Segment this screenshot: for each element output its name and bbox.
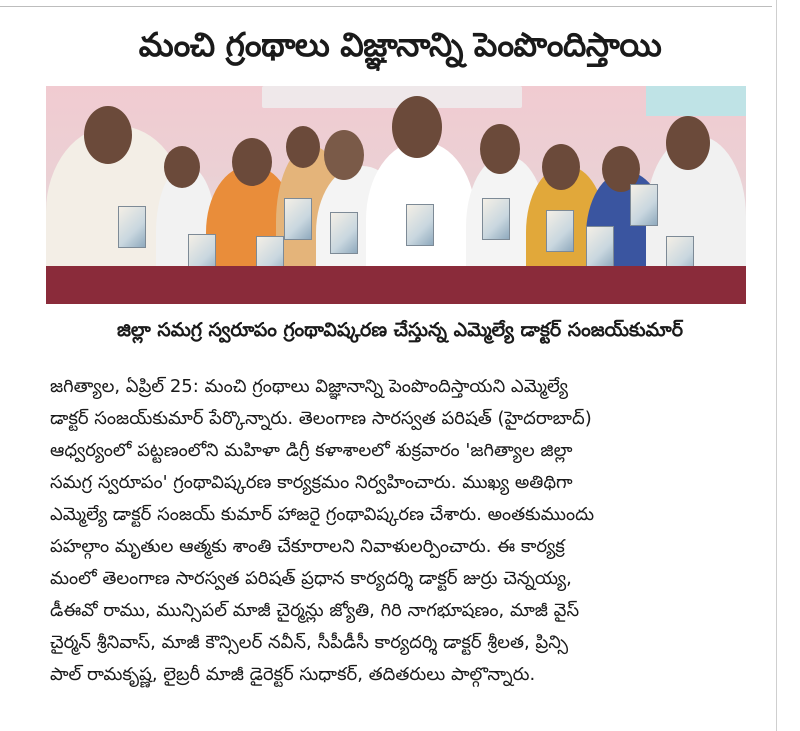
top-rule <box>0 6 772 7</box>
person-head <box>542 144 580 190</box>
article-line: మంలో తెలంగాణ సారస్వత పరిషత్ ప్రధాన కార్యదర్శి డాక్టర్ జుర్రు చెన్నయ్య, <box>50 568 572 589</box>
headline: మంచి గ్రంథాలు విజ్ఞానాన్ని పెంపొందిస్తాయి <box>138 25 662 64</box>
person-head <box>480 124 520 174</box>
event-banner <box>262 86 522 108</box>
article-line: పాల్ రామకృష్ణ, లైబ్రరీ మాజీ డైరెక్టర్ సుధాకర్, తదితరులు పాల్గొన్నారు. <box>50 664 536 685</box>
book <box>546 210 574 252</box>
banner-panel <box>646 86 746 116</box>
person-head <box>392 96 442 158</box>
article-line: డీఈవో రాము, మున్సిపల్ మాజీ చైర్మన్లు జ్యోతి, గిరి నాగభూషణం, మాజీ వైస్ <box>50 600 580 621</box>
article-line: జగిత్యాల, ఏప్రిల్ 25: మంచి గ్రంథాలు విజ్ఞానాన్ని పెంపొందిస్తాయని ఎమ్మెల్యే <box>50 376 569 397</box>
book <box>630 184 658 226</box>
person-head <box>286 126 320 168</box>
person-head <box>232 138 272 186</box>
person-head <box>324 130 364 180</box>
person-head <box>84 106 132 164</box>
book <box>586 226 614 268</box>
photo-caption: జిల్లా సమగ్ర స్వరూపం గ్రంథావిష్కరణ చేస్తున్న ఎమ్మెల్యే డాక్టర్ సంజయ్‌కుమార్ <box>116 319 684 341</box>
article-line: పహల్గాం మృతుల ఆత్మకు శాంతి చేకూరాలని నివాళులర్పించారు. ఈ కార్యక్ర <box>50 536 565 557</box>
book <box>330 212 358 254</box>
book <box>118 206 146 248</box>
person-head <box>164 146 200 188</box>
article-line: ఆధ్వర్యంలో పట్టణంలోని మహిళా డిగ్రీ కళాశాలలో శుక్రవారం 'జగిత్యాల జిల్లా <box>50 440 573 461</box>
table-cloth <box>46 266 746 304</box>
article-line: సమగ్ర స్వరూపం' గ్రంథావిష్కరణ కార్యక్రమం నిర్వహించారు. ముఖ్య అతిథిగా <box>50 472 573 493</box>
person-head <box>666 116 710 170</box>
article-line: డాక్టర్ సంజయ్‌కుమార్ పేర్కొన్నారు. తెలంగాణ సారస్వత పరిషత్ (హైదరాబాద్) <box>50 408 592 429</box>
book <box>284 198 312 240</box>
news-photo <box>46 86 746 304</box>
article-line: చైర్మన్ శ్రీనివాస్, మాజీ కౌన్సిలర్ నవీన్, సీపీడీసీ కార్యదర్శి డాక్టర్ శ్రీలత, ప్రిన్సి <box>50 632 569 653</box>
book <box>406 204 434 246</box>
book <box>482 198 510 240</box>
article-line: ఎమ్మెల్యే డాక్టర్ సంజయ్ కుమార్ హాజరై గ్రంథావిష్కరణ చేశారు. అంతకుముందు <box>50 504 595 525</box>
column-rule <box>776 0 777 731</box>
